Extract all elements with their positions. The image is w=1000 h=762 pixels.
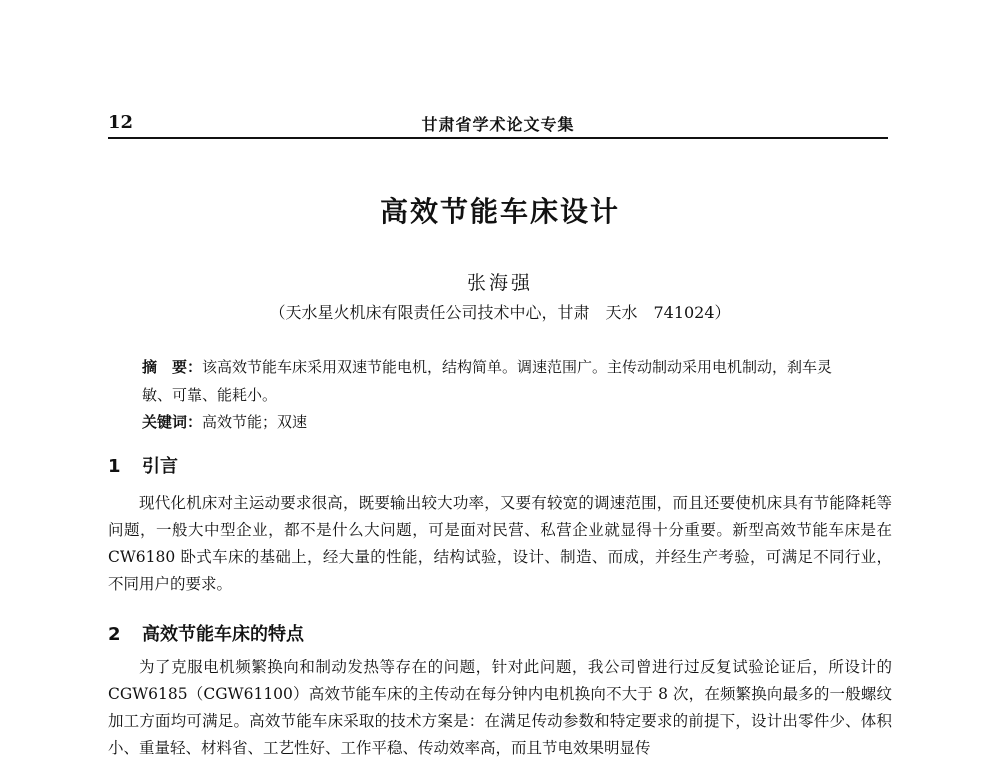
article-title: 高效节能车床设计 — [379, 195, 620, 228]
author-name: 张海强 — [466, 272, 533, 294]
running-head — [108, 112, 888, 138]
section-heading — [108, 620, 304, 646]
section-title: 高效节能车床的特点 — [142, 624, 304, 645]
section-title: 引言 — [142, 456, 178, 477]
section-heading — [108, 452, 178, 478]
abstract-label: 摘 要： — [142, 358, 203, 376]
header-rule — [108, 137, 888, 139]
keywords-text: 高效节能；双速 — [202, 413, 308, 431]
abstract — [142, 353, 862, 409]
section-paragraph: 为了克服电机频繁换向和制动发热等存在的问题，针对此问题，我公司曾进行过反复试验论证后，所设计的 CGW6185（CGW61100）高效节能车床的主传动在每分钟内电机换向不大于 8 次，在频繁换向最多的一般螺纹加工方面均可满足。高效节能车床采取的技术方案是：在满足传动参数和特定要求的前提下，设计出零件少、体积小、重量轻、材料省、工艺性好、工作平稳、传动效率高，而且节电效果明显传 — [108, 658, 892, 757]
section-paragraph: 现代化机床对主运动要求很高，既要输出较大功率，又要有较宽的调速范围，而且还要使机床具有节能降耗等问题，一般大中型企业，都不是什么大问题，可是面对民营、私营企业就显得十分重要。新型高效节能车床是在 CW6180 卧式车床的基础上，经大量的性能，结构试验，设计、制造、而成，并经生产考验，可满足不同行业，不同用户的要求。 — [108, 494, 892, 593]
section-number: 2 — [108, 624, 121, 645]
page-number: 12 — [108, 112, 134, 133]
abstract-text: 该高效节能车床采用双速节能电机，结构简单。调速范围广。主传动制动采用电机制动，刹车灵敏、可靠、能耗小。 — [142, 358, 833, 404]
author-affiliation: （天水星火机床有限责任公司技术中心，甘肃 天水 741024） — [269, 303, 731, 322]
keywords-label: 关键词： — [142, 413, 203, 431]
section-number: 1 — [108, 456, 121, 477]
keywords — [142, 410, 862, 434]
journal-name: 甘肃省学术论文专集 — [421, 115, 575, 134]
